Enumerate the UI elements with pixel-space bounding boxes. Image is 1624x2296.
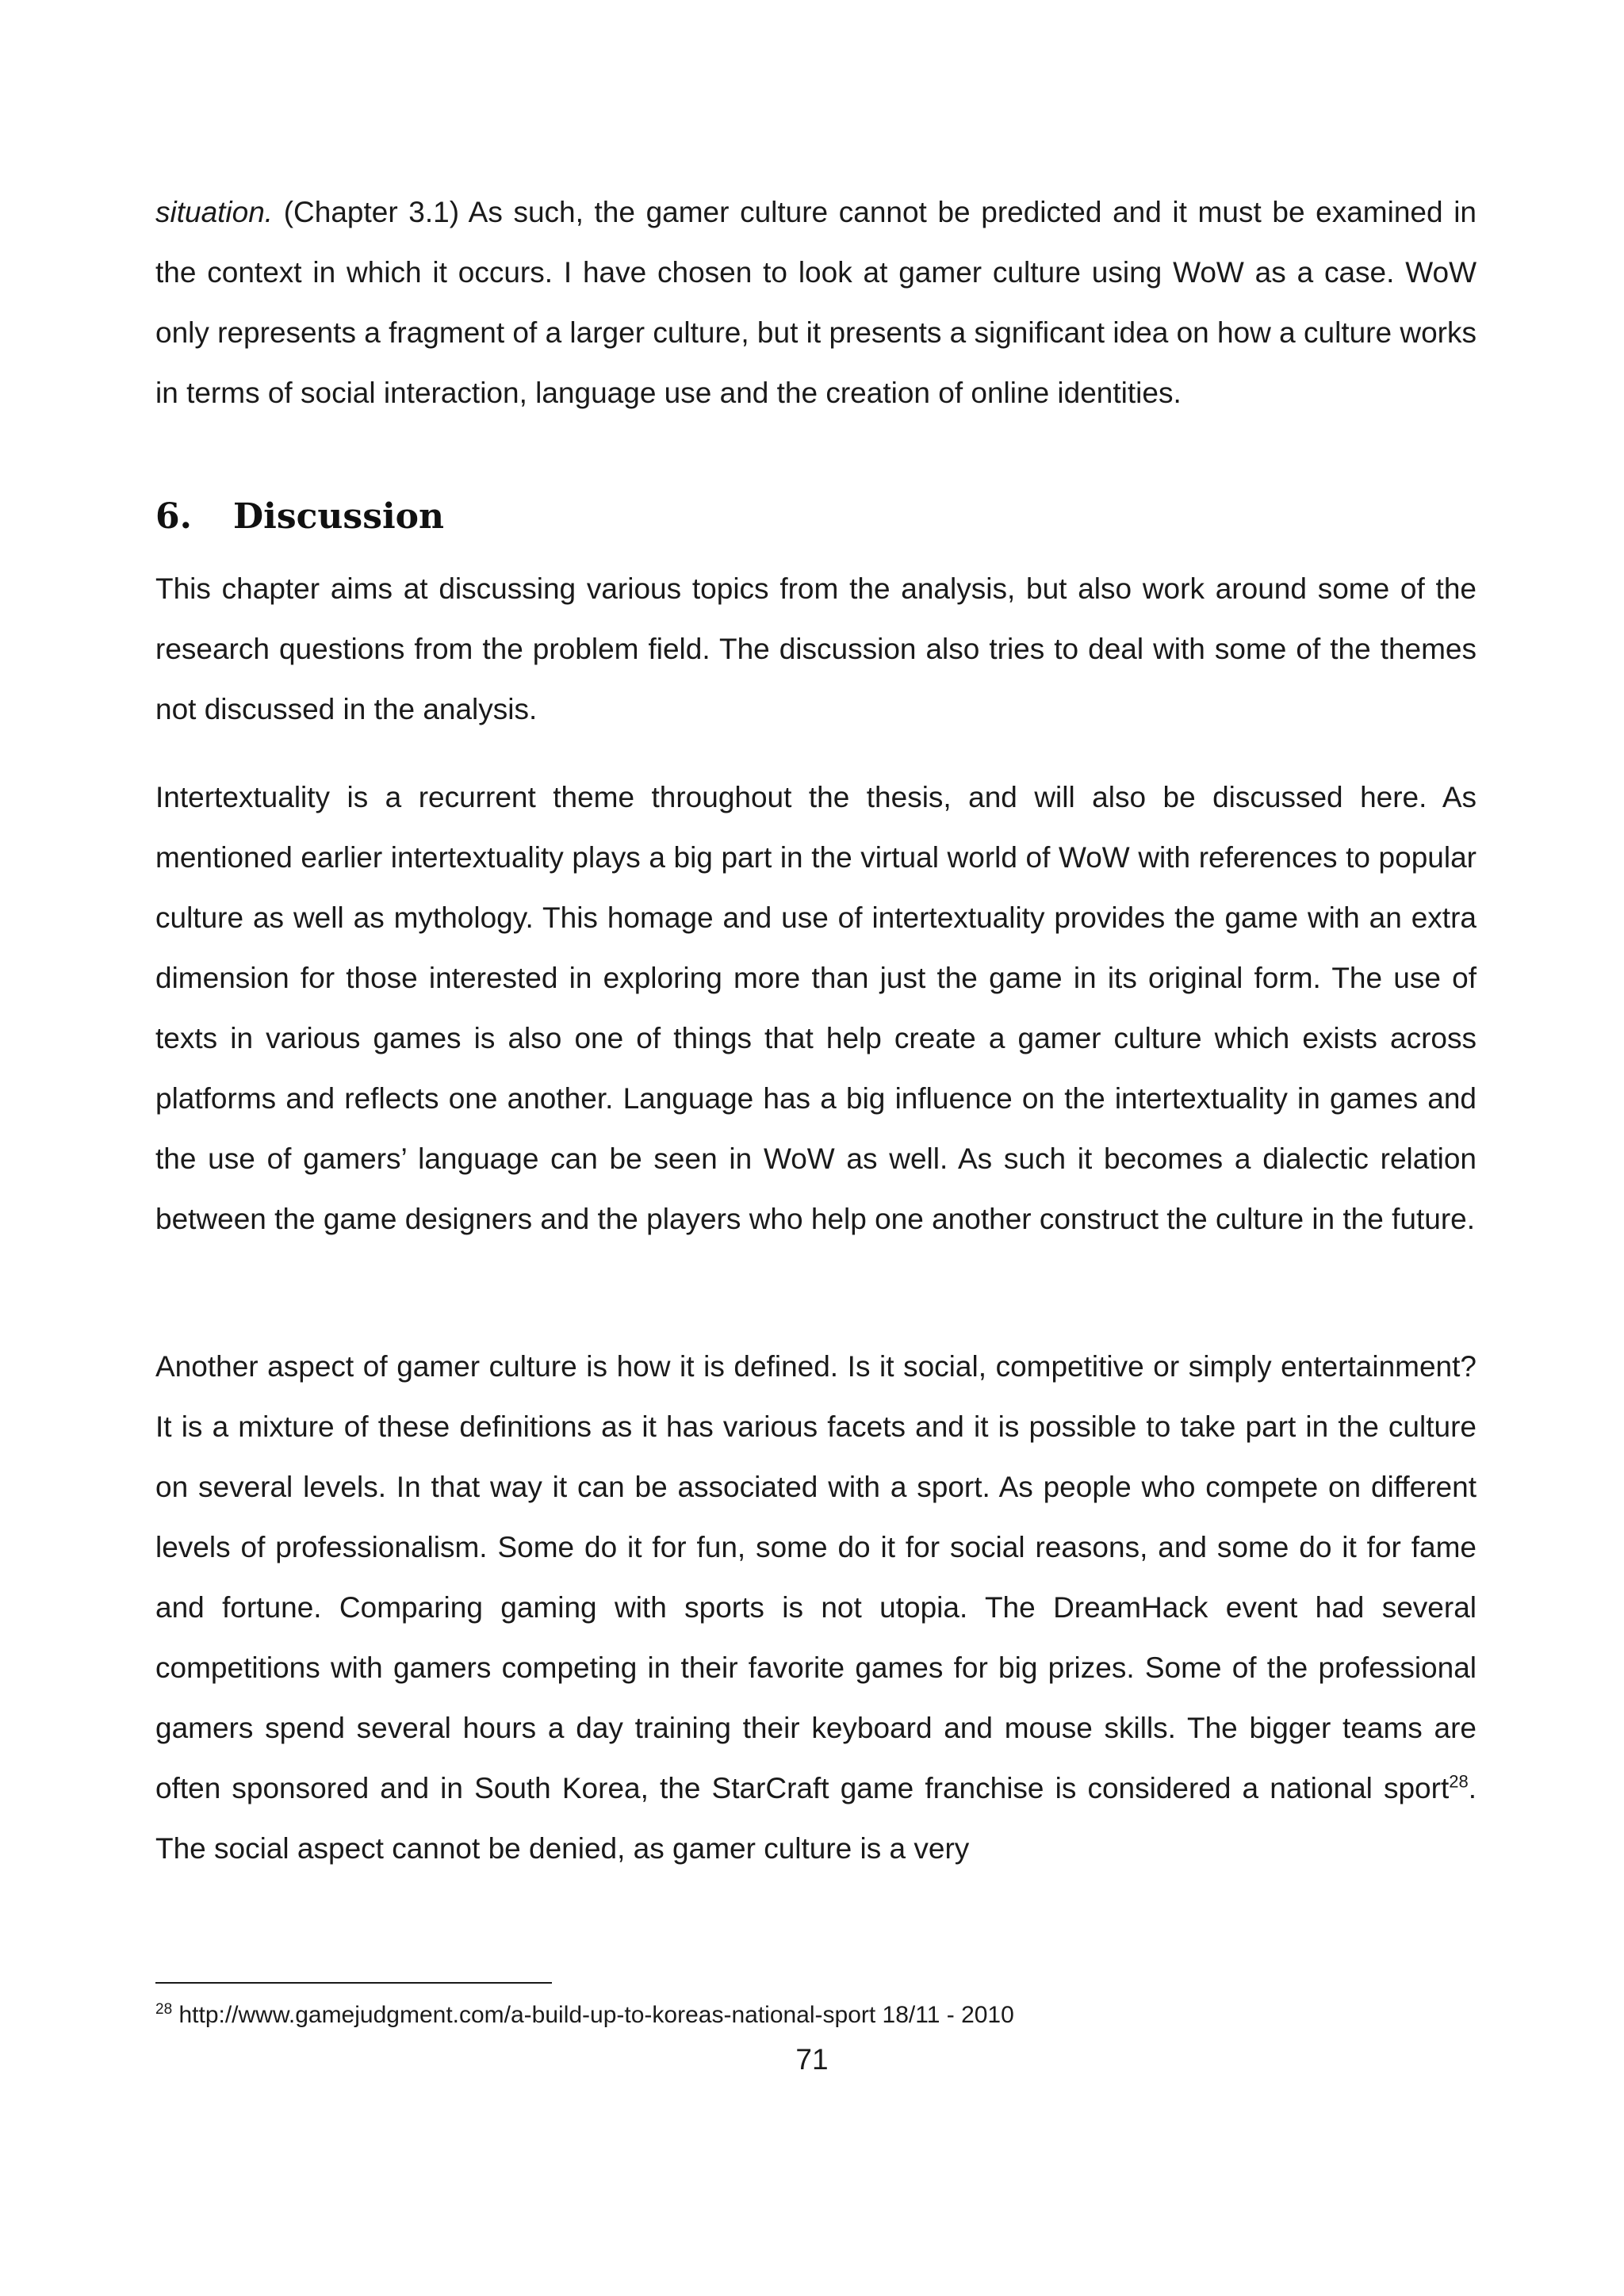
paragraph-text-after-footnote: . The social aspect cannot be denied, as gamer culture is a very bbox=[155, 1772, 1477, 1865]
footnote bbox=[155, 1999, 1477, 2031]
footnote-separator bbox=[155, 1982, 552, 1984]
page-number: 71 bbox=[795, 2043, 829, 2076]
intro-paragraph bbox=[155, 182, 1477, 423]
footnote-link-text[interactable]: http://www.gamejudgment.com/a-build-up-to-koreas-national-sport 18/11 - 2010 bbox=[172, 2002, 1014, 2028]
intro-italic-word: situation. bbox=[155, 196, 274, 228]
paragraph-text-before-footnote: Another aspect of gamer culture is how it is defined. Is it social, competitive or simply entertainment? It is a mixture of these definitions as it has various facets and it is possible to take part in the culture on several levels. In that way it can be associated with a sport. As people who compete on different levels of professionalism. Some do it for fun, some do it for social reasons, and some do it for fame and fortune. Comparing gaming with sports is not utopia. The DreamHack event had several competitions with gamers competing in their favorite games for big prizes. Some of the professional gamers spend several hours a day training their keyboard and mouse skills. The bigger teams are often sponsored and in South Korea, the StarCraft game franchise is considered a national sport bbox=[155, 1350, 1477, 1804]
section-number: 6. bbox=[155, 496, 192, 537]
intro-text: (Chapter 3.1) As such, the gamer culture cannot be predicted and it must be examined in the context in which it occurs. I have chosen to look at gamer culture using WoW as a case. WoW only represents a fragment of a larger culture, but it presents a significant idea on how a culture works in terms of social interaction, language use and the creation of online identities. bbox=[155, 196, 1477, 409]
section-heading bbox=[155, 493, 444, 541]
footnote-marker: 28 bbox=[155, 2001, 173, 2018]
section-title: Discussion bbox=[233, 496, 445, 537]
footnote-reference[interactable]: 28 bbox=[1449, 1771, 1469, 1792]
paragraph-gamer-culture-definition bbox=[155, 1337, 1477, 1879]
paragraph-chapter-aims: This chapter aims at discussing various topics from the analysis, but also work around some of the research questions from the problem field. The discussion also tries to deal with some of the themes not discussed in the analysis. bbox=[155, 572, 1477, 725]
paragraph-intertextuality: Intertextuality is a recurrent theme throughout the thesis, and will also be discussed here. As mentioned earlier intertextuality plays a big part in the virtual world of WoW with references to popular culture as well as mythology. This homage and use of intertextuality provides the game with an extra dimension for those interested in exploring more than just the game in its original form. The use of texts in various games is also one of things that help create a gamer culture which exists across platforms and reflects one another. Language has a big influence on the intertextuality in games and the use of gamers’ language can be seen in WoW as well. As such it becomes a dialectic relation between the game designers and the players who help one another construct the culture in the future. bbox=[155, 781, 1477, 1235]
